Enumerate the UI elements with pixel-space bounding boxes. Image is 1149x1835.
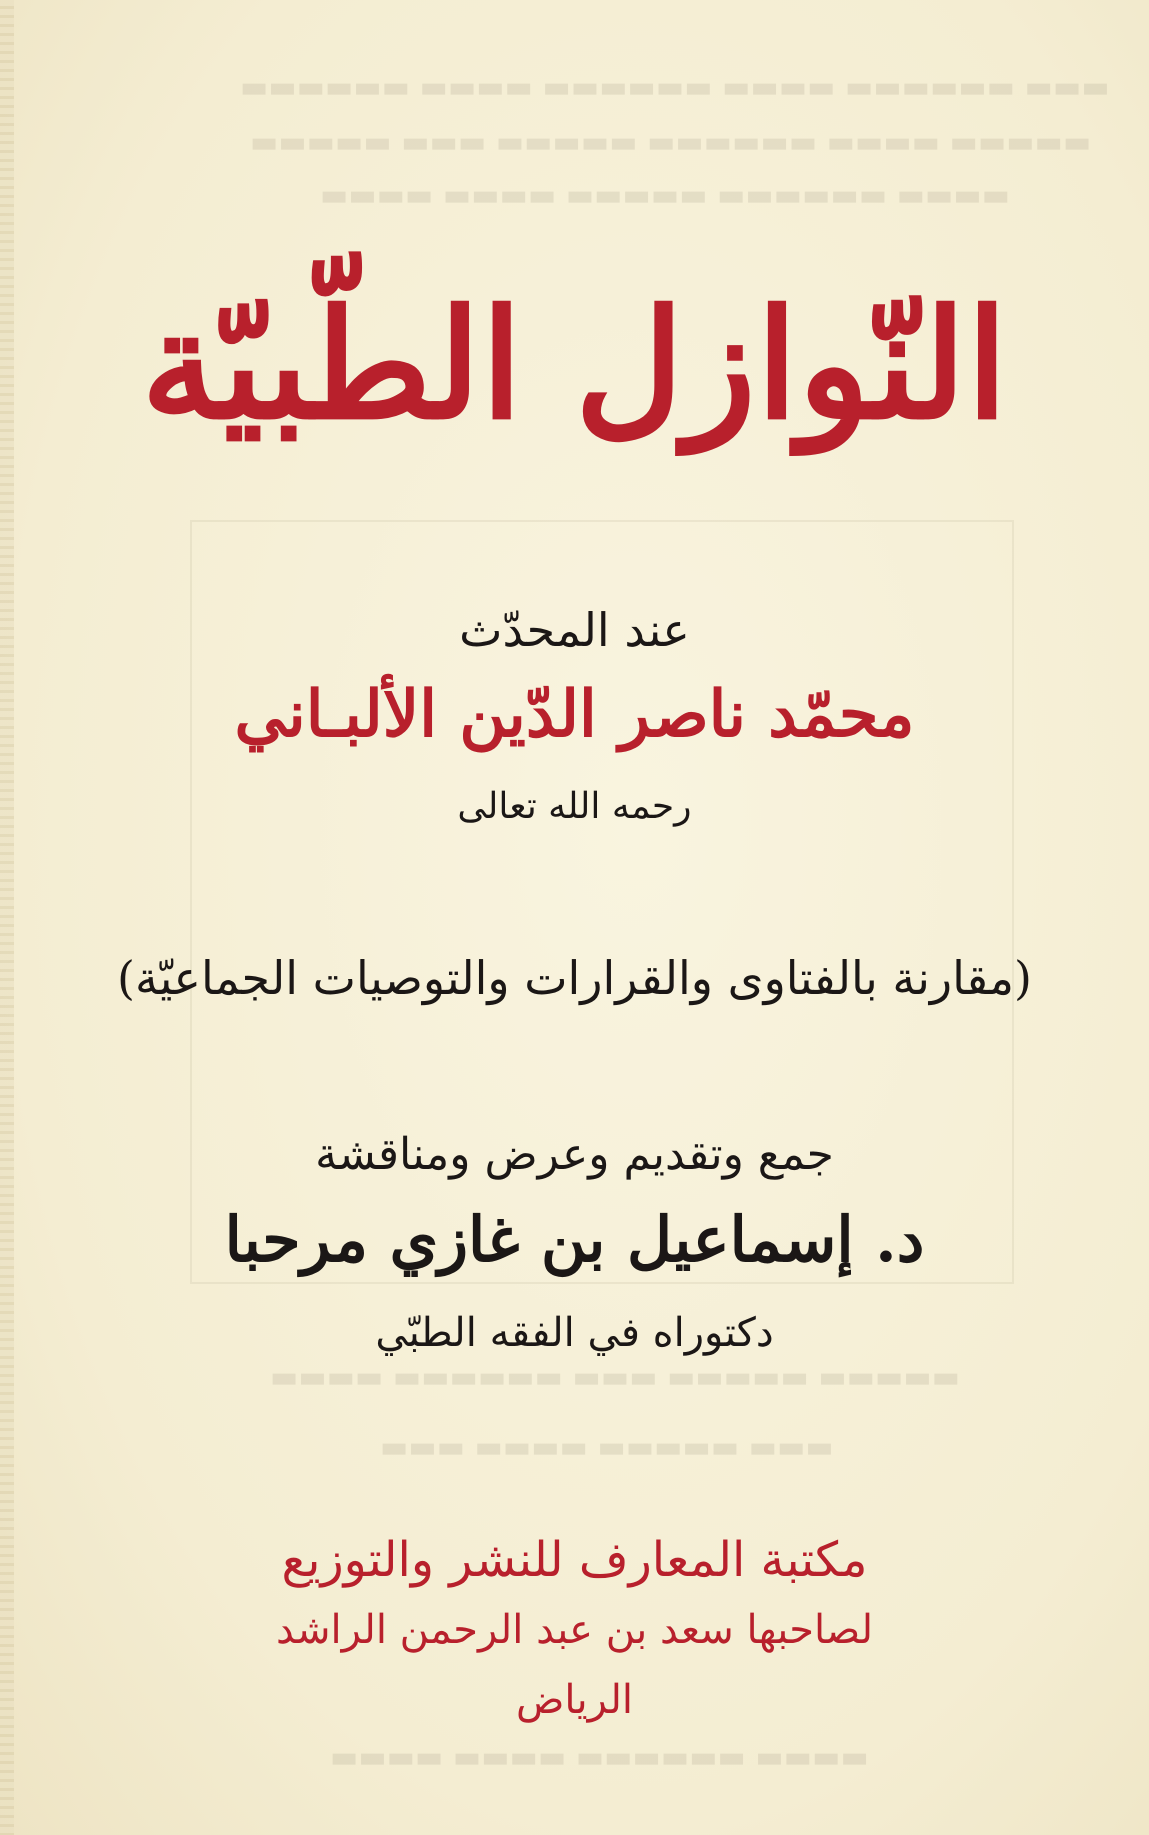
intro-line: عند المحدّث [459,603,690,657]
show-through-text: ▬▬▬▬▬ ▬▬▬▬▬ ▬▬▬ ▬▬▬▬▬▬ ▬▬▬▬ [270,1360,961,1395]
show-through-text: ▬▬▬▬ ▬▬▬▬▬▬ ▬▬▬▬▬ ▬▬▬▬ ▬▬▬▬ [320,178,1011,213]
show-through-text: ▬▬▬ ▬▬▬▬▬ ▬▬▬▬ ▬▬▬ [380,1430,834,1465]
publisher-name: مكتبة المعارف للنشر والتوزيع [281,1532,868,1588]
scholar-name: محمّد ناصر الدّين الألبـاني [234,677,915,752]
book-subtitle: (مقارنة بالفتاوى والقرارات والتوصيات الجماعيّة) [117,951,1032,1005]
show-through-text: ▬▬▬▬▬ ▬▬▬▬ ▬▬▬▬▬▬ ▬▬▬▬▬ ▬▬▬ ▬▬▬▬▬ [250,125,1092,160]
publisher-owner: لصاحبها سعد بن عبد الرحمن الراشد [275,1607,874,1653]
publisher-city: الرياض [515,1677,634,1723]
show-through-text: ▬▬▬▬ ▬▬▬▬▬▬ ▬▬▬▬ ▬▬▬▬ [330,1740,869,1775]
compiled-by-line: جمع وتقديم وعرض ومناقشة [315,1129,834,1180]
show-through-text: ▬▬▬ ▬▬▬▬▬▬ ▬▬▬▬ ▬▬▬▬▬▬ ▬▬▬▬ ▬▬▬▬▬▬ [240,70,1110,105]
author-name: د. إسماعيل بن غازي مرحبا [224,1203,925,1276]
author-degree: دكتوراه في الفقه الطبّي [375,1310,774,1356]
book-title: النّوازل الطّبيّة [141,277,1008,453]
honorific: رحمه الله تعالى [457,786,692,827]
